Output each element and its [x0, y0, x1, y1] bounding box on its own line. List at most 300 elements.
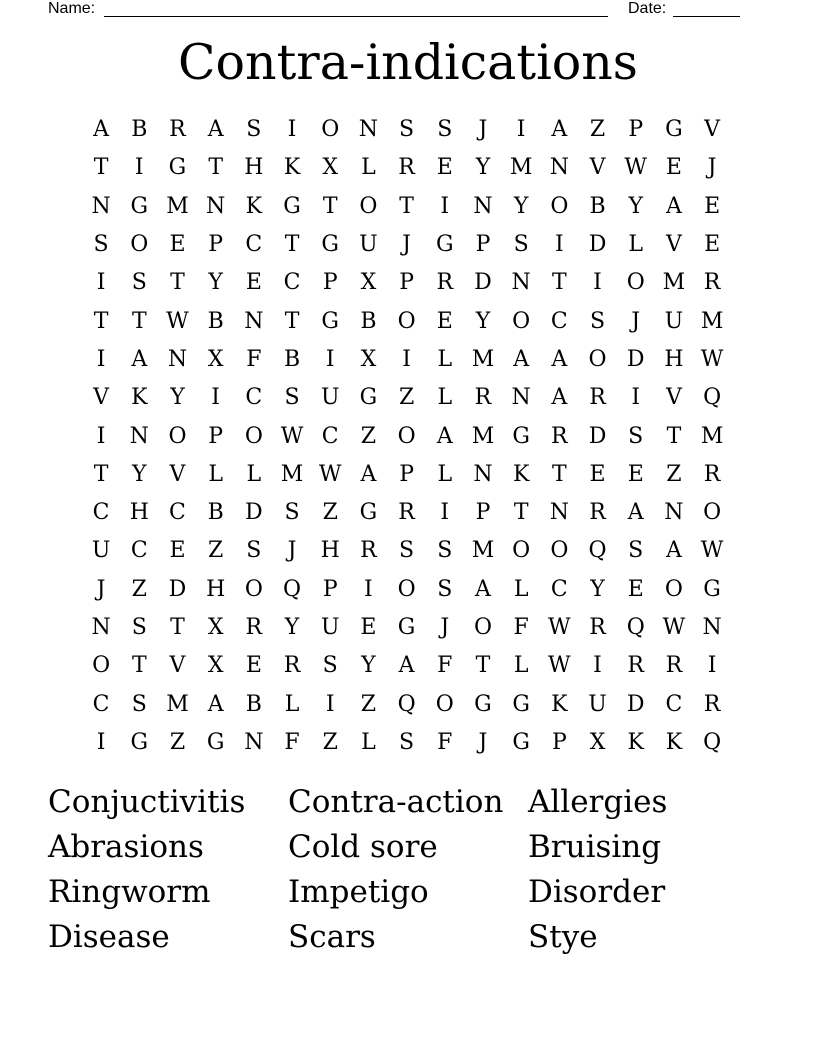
- grid-letter[interactable]: H: [244, 155, 264, 181]
- grid-letter[interactable]: T: [322, 193, 338, 219]
- grid-letter[interactable]: S: [246, 117, 262, 143]
- grid-letter[interactable]: Y: [628, 193, 643, 219]
- grid-letter[interactable]: Z: [169, 729, 186, 755]
- grid-letter[interactable]: N: [358, 117, 379, 143]
- grid-letter[interactable]: R: [474, 385, 492, 411]
- grid-letter[interactable]: Z: [208, 538, 224, 564]
- grid-letter[interactable]: S: [589, 308, 606, 334]
- grid-letter[interactable]: L: [437, 385, 453, 411]
- grid-letter[interactable]: P: [399, 270, 414, 296]
- grid-letter[interactable]: C: [665, 691, 683, 717]
- grid-letter[interactable]: P: [322, 576, 338, 602]
- grid-letter[interactable]: J: [478, 117, 488, 143]
- word-list-item: Cold sore: [288, 829, 438, 865]
- grid-letter[interactable]: M: [166, 691, 189, 717]
- grid-letter[interactable]: S: [399, 538, 415, 564]
- grid-letter[interactable]: A: [513, 346, 530, 372]
- grid-letter[interactable]: R: [627, 653, 644, 679]
- grid-letter[interactable]: S: [246, 538, 262, 564]
- grid-letter[interactable]: J: [402, 232, 411, 258]
- grid-letter[interactable]: K: [131, 385, 148, 411]
- grid-letter[interactable]: U: [664, 308, 684, 334]
- grid-letter[interactable]: G: [665, 117, 683, 143]
- grid-letter[interactable]: A: [360, 461, 377, 487]
- grid-letter[interactable]: I: [593, 270, 602, 296]
- grid-letter[interactable]: G: [359, 385, 378, 411]
- grid-letter[interactable]: L: [513, 653, 529, 679]
- grid-letter[interactable]: E: [704, 232, 721, 258]
- grid-letter[interactable]: A: [551, 117, 568, 143]
- grid-letter[interactable]: K: [283, 155, 301, 181]
- grid-letter[interactable]: X: [207, 653, 224, 679]
- grid-letter[interactable]: Y: [475, 308, 491, 334]
- word-list-item: Ringworm: [48, 874, 211, 910]
- grid-letter[interactable]: L: [513, 576, 529, 602]
- grid-letter[interactable]: O: [473, 615, 492, 640]
- grid-letter[interactable]: C: [92, 500, 110, 526]
- grid-letter[interactable]: Z: [131, 576, 147, 602]
- grid-letter[interactable]: Z: [322, 500, 338, 526]
- grid-letter[interactable]: O: [550, 193, 569, 219]
- grid-letter[interactable]: C: [169, 500, 186, 526]
- grid-letter[interactable]: K: [512, 461, 530, 487]
- grid-letter[interactable]: R: [703, 270, 721, 296]
- grid-letter[interactable]: N: [511, 270, 531, 296]
- grid-letter[interactable]: O: [130, 232, 149, 258]
- letter-grid: [82, 111, 732, 762]
- grid-letter[interactable]: Q: [588, 538, 607, 564]
- grid-letter[interactable]: B: [131, 117, 148, 143]
- grid-letter[interactable]: F: [513, 615, 529, 640]
- grid-letter[interactable]: T: [170, 270, 185, 296]
- grid-letter[interactable]: S: [513, 232, 529, 258]
- grid-letter[interactable]: E: [627, 461, 644, 487]
- grid-letter[interactable]: I: [96, 346, 106, 372]
- grid-letter[interactable]: Z: [322, 729, 338, 755]
- grid-letter[interactable]: P: [475, 500, 491, 526]
- grid-letter[interactable]: C: [245, 232, 263, 258]
- grid-letter[interactable]: O: [359, 193, 378, 219]
- grid-letter[interactable]: U: [91, 538, 111, 564]
- grid-letter[interactable]: G: [397, 615, 416, 640]
- grid-letter[interactable]: I: [516, 117, 526, 143]
- grid-letter[interactable]: O: [550, 538, 569, 564]
- grid-letter[interactable]: Q: [283, 576, 302, 602]
- grid-letter[interactable]: G: [435, 232, 454, 258]
- grid-letter[interactable]: M: [662, 270, 686, 296]
- grid-letter[interactable]: R: [436, 270, 454, 296]
- grid-letter[interactable]: T: [399, 193, 414, 219]
- grid-letter[interactable]: Y: [361, 653, 376, 679]
- grid-letter[interactable]: C: [92, 691, 110, 717]
- grid-letter[interactable]: W: [662, 615, 686, 640]
- grid-letter[interactable]: N: [549, 155, 569, 181]
- grid-letter[interactable]: X: [589, 729, 606, 755]
- grid-letter[interactable]: T: [666, 423, 682, 449]
- grid-letter[interactable]: G: [168, 155, 187, 181]
- grid-letter[interactable]: G: [321, 232, 339, 258]
- grid-letter[interactable]: H: [206, 576, 226, 602]
- grid-letter[interactable]: E: [436, 308, 453, 334]
- word-list-item: Abrasions: [48, 829, 204, 865]
- grid-letter[interactable]: E: [436, 155, 453, 181]
- grid-letter[interactable]: V: [169, 461, 186, 487]
- grid-letter[interactable]: N: [702, 615, 722, 640]
- grid-letter[interactable]: J: [440, 615, 450, 640]
- grid-letter[interactable]: L: [246, 461, 262, 487]
- grid-letter[interactable]: T: [93, 155, 109, 181]
- grid-letter[interactable]: V: [704, 117, 721, 143]
- grid-letter[interactable]: V: [93, 385, 110, 411]
- grid-letter[interactable]: Z: [589, 117, 606, 143]
- grid-letter[interactable]: R: [283, 653, 301, 679]
- grid-letter[interactable]: L: [437, 461, 453, 487]
- grid-letter[interactable]: S: [284, 500, 300, 526]
- grid-letter[interactable]: T: [284, 308, 300, 334]
- grid-letter[interactable]: B: [589, 193, 606, 219]
- grid-letter[interactable]: J: [631, 308, 641, 334]
- grid-letter[interactable]: L: [437, 346, 453, 372]
- grid-letter[interactable]: O: [397, 308, 416, 334]
- word-list-item: Contra-action: [288, 784, 504, 820]
- grid-letter[interactable]: L: [208, 461, 223, 487]
- grid-letter[interactable]: G: [321, 308, 339, 334]
- grid-letter[interactable]: T: [170, 615, 185, 640]
- grid-letter[interactable]: J: [96, 576, 106, 602]
- grid-letter[interactable]: Z: [360, 423, 377, 449]
- grid-letter[interactable]: C: [283, 270, 301, 296]
- word-list-item: Conjuctivitis: [48, 784, 246, 820]
- grid-letter[interactable]: O: [397, 576, 416, 602]
- grid-letter[interactable]: R: [398, 500, 415, 526]
- grid-letter[interactable]: W: [700, 538, 724, 564]
- grid-letter[interactable]: R: [360, 538, 377, 564]
- grid-letter[interactable]: V: [169, 653, 186, 679]
- grid-letter[interactable]: J: [478, 729, 488, 755]
- grid-letter[interactable]: T: [131, 653, 147, 679]
- grid-letter[interactable]: V: [589, 155, 606, 181]
- grid-letter[interactable]: P: [208, 232, 224, 258]
- grid-letter[interactable]: X: [360, 346, 377, 372]
- grid-letter[interactable]: R: [551, 423, 568, 449]
- grid-letter[interactable]: P: [399, 461, 414, 487]
- grid-letter[interactable]: I: [440, 193, 450, 219]
- grid-letter[interactable]: N: [129, 423, 149, 449]
- grid-letter[interactable]: A: [475, 576, 491, 602]
- grid-letter[interactable]: Q: [703, 729, 722, 755]
- grid-letter[interactable]: I: [211, 385, 220, 411]
- grid-letter[interactable]: I: [554, 232, 564, 258]
- grid-letter[interactable]: I: [325, 346, 335, 372]
- grid-letter[interactable]: X: [207, 615, 224, 640]
- grid-letter[interactable]: O: [244, 423, 263, 449]
- grid-letter[interactable]: O: [512, 538, 531, 564]
- grid-letter[interactable]: X: [360, 270, 377, 296]
- grid-letter[interactable]: W: [624, 155, 648, 181]
- grid-letter[interactable]: T: [93, 308, 109, 334]
- grid-letter[interactable]: A: [665, 193, 682, 219]
- grid-letter[interactable]: P: [628, 117, 644, 143]
- grid-letter[interactable]: A: [551, 385, 568, 411]
- grid-letter[interactable]: W: [548, 615, 571, 640]
- grid-letter[interactable]: N: [244, 308, 264, 334]
- grid-letter[interactable]: E: [589, 461, 606, 487]
- grid-letter[interactable]: Q: [626, 615, 645, 640]
- grid-letter[interactable]: J: [707, 155, 717, 181]
- grid-letter[interactable]: L: [361, 729, 376, 755]
- grid-letter[interactable]: K: [551, 691, 568, 717]
- grid-letter[interactable]: B: [283, 346, 301, 372]
- grid-letter[interactable]: D: [588, 232, 607, 258]
- grid-letter[interactable]: F: [437, 729, 453, 755]
- grid-letter[interactable]: N: [244, 729, 264, 755]
- grid-letter[interactable]: A: [131, 346, 148, 372]
- grid-letter[interactable]: K: [245, 193, 263, 219]
- grid-letter[interactable]: Z: [360, 691, 377, 717]
- grid-letter[interactable]: M: [166, 193, 189, 219]
- grid-letter[interactable]: R: [703, 691, 721, 717]
- grid-letter[interactable]: A: [665, 538, 682, 564]
- grid-letter[interactable]: J: [287, 538, 297, 564]
- grid-letter[interactable]: M: [471, 538, 495, 564]
- word-list-item: Stye: [528, 919, 598, 955]
- grid-letter[interactable]: W: [166, 308, 189, 334]
- grid-letter[interactable]: W: [700, 346, 724, 372]
- grid-letter[interactable]: U: [588, 691, 607, 717]
- grid-letter[interactable]: B: [245, 691, 262, 717]
- grid-letter[interactable]: S: [284, 385, 300, 411]
- date-blank-line[interactable]: [673, 16, 740, 17]
- grid-letter[interactable]: A: [551, 346, 568, 372]
- grid-letter[interactable]: T: [513, 500, 529, 526]
- grid-letter[interactable]: H: [664, 346, 684, 372]
- grid-letter[interactable]: G: [512, 423, 530, 449]
- grid-letter[interactable]: R: [665, 653, 683, 679]
- grid-letter[interactable]: T: [475, 653, 491, 679]
- grid-letter[interactable]: N: [91, 193, 111, 219]
- grid-letter[interactable]: U: [359, 232, 378, 258]
- grid-letter[interactable]: E: [704, 193, 721, 219]
- grid-letter[interactable]: G: [703, 576, 721, 602]
- grid-letter[interactable]: G: [474, 691, 492, 717]
- grid-letter[interactable]: A: [436, 423, 453, 449]
- grid-letter[interactable]: C: [245, 385, 263, 411]
- grid-letter[interactable]: M: [700, 308, 724, 334]
- grid-letter[interactable]: E: [169, 232, 186, 258]
- grid-letter[interactable]: N: [91, 615, 111, 640]
- grid-letter[interactable]: T: [131, 308, 147, 334]
- grid-letter[interactable]: I: [707, 653, 717, 679]
- grid-letter[interactable]: D: [168, 576, 187, 602]
- grid-letter[interactable]: R: [589, 385, 606, 411]
- grid-letter[interactable]: T: [284, 232, 300, 258]
- grid-letter[interactable]: I: [134, 155, 144, 181]
- grid-letter[interactable]: Y: [590, 576, 605, 602]
- grid-letter[interactable]: P: [551, 729, 567, 755]
- grid-letter[interactable]: I: [96, 423, 106, 449]
- grid-letter[interactable]: Y: [208, 270, 223, 296]
- grid-letter[interactable]: S: [322, 653, 338, 679]
- grid-letter[interactable]: Y: [132, 461, 147, 487]
- grid-letter[interactable]: M: [471, 346, 495, 372]
- grid-letter[interactable]: O: [626, 270, 645, 296]
- grid-letter[interactable]: N: [511, 385, 531, 411]
- grid-letter[interactable]: K: [665, 729, 683, 755]
- grid-letter[interactable]: I: [96, 729, 106, 755]
- grid-letter[interactable]: K: [627, 729, 644, 755]
- grid-letter[interactable]: N: [473, 193, 493, 219]
- grid-letter[interactable]: S: [131, 270, 147, 296]
- grid-letter[interactable]: O: [664, 576, 683, 602]
- grid-letter[interactable]: T: [552, 270, 567, 296]
- grid-letter[interactable]: I: [287, 117, 297, 143]
- grid-letter[interactable]: P: [475, 232, 491, 258]
- grid-letter[interactable]: R: [169, 117, 186, 143]
- grid-letter[interactable]: A: [207, 691, 224, 717]
- grid-letter[interactable]: X: [207, 346, 224, 372]
- grid-letter[interactable]: C: [550, 308, 568, 334]
- name-label: Name:: [48, 0, 96, 17]
- grid-letter[interactable]: O: [397, 423, 416, 449]
- grid-letter[interactable]: M: [280, 461, 304, 487]
- grid-letter[interactable]: N: [473, 461, 493, 487]
- grid-letter[interactable]: Q: [703, 385, 722, 411]
- grid-letter[interactable]: D: [626, 691, 645, 717]
- grid-letter[interactable]: F: [284, 729, 300, 755]
- grid-letter[interactable]: L: [628, 232, 644, 258]
- grid-letter[interactable]: I: [402, 346, 411, 372]
- name-blank-line[interactable]: [104, 16, 608, 17]
- grid-letter[interactable]: E: [665, 155, 682, 181]
- grid-letter[interactable]: S: [628, 538, 644, 564]
- grid-letter[interactable]: E: [360, 615, 377, 640]
- grid-letter[interactable]: X: [322, 155, 339, 181]
- grid-letter[interactable]: D: [474, 270, 492, 296]
- header-row: [48, 0, 740, 20]
- grid-letter[interactable]: O: [321, 117, 340, 143]
- grid-letter[interactable]: S: [628, 423, 644, 449]
- grid-letter[interactable]: O: [92, 653, 111, 679]
- grid-letter[interactable]: O: [244, 576, 263, 602]
- grid-letter[interactable]: A: [627, 500, 644, 526]
- grid-letter[interactable]: H: [320, 538, 340, 564]
- grid-letter[interactable]: O: [588, 346, 607, 372]
- grid-letter[interactable]: Z: [398, 385, 415, 411]
- grid-letter[interactable]: G: [512, 691, 530, 717]
- grid-letter[interactable]: R: [398, 155, 415, 181]
- grid-letter[interactable]: R: [245, 615, 263, 640]
- grid-letter[interactable]: V: [665, 232, 682, 258]
- grid-letter[interactable]: S: [131, 691, 147, 717]
- grid-letter[interactable]: G: [130, 193, 149, 219]
- grid-letter[interactable]: N: [167, 346, 188, 372]
- grid-letter[interactable]: Y: [475, 155, 491, 181]
- grid-letter[interactable]: Y: [284, 615, 300, 640]
- grid-letter[interactable]: V: [665, 385, 682, 411]
- grid-letter[interactable]: I: [325, 691, 335, 717]
- grid-letter[interactable]: D: [245, 500, 263, 526]
- grid-letter[interactable]: I: [364, 576, 373, 602]
- grid-letter[interactable]: C: [321, 423, 339, 449]
- grid-letter[interactable]: W: [318, 461, 342, 487]
- grid-letter[interactable]: A: [398, 653, 415, 679]
- grid-letter[interactable]: I: [593, 653, 602, 679]
- grid-letter[interactable]: R: [589, 500, 606, 526]
- grid-letter[interactable]: C: [130, 538, 148, 564]
- grid-letter[interactable]: S: [399, 117, 415, 143]
- grid-letter[interactable]: Y: [170, 385, 185, 411]
- grid-letter[interactable]: R: [589, 615, 606, 640]
- grid-letter[interactable]: D: [626, 346, 645, 372]
- grid-letter[interactable]: G: [206, 729, 225, 755]
- grid-letter[interactable]: E: [169, 538, 186, 564]
- grid-letter[interactable]: O: [168, 423, 187, 449]
- grid-letter[interactable]: G: [359, 500, 378, 526]
- grid-letter[interactable]: M: [471, 423, 495, 449]
- grid-letter[interactable]: Q: [397, 691, 416, 717]
- grid-letter[interactable]: G: [512, 729, 530, 755]
- grid-letter[interactable]: O: [435, 691, 454, 717]
- grid-letter[interactable]: D: [588, 423, 607, 449]
- grid-letter[interactable]: T: [93, 461, 109, 487]
- grid-letter[interactable]: G: [283, 193, 301, 219]
- grid-letter[interactable]: F: [437, 653, 453, 679]
- grid-letter[interactable]: H: [129, 500, 149, 526]
- grid-letter[interactable]: T: [552, 461, 567, 487]
- grid-letter[interactable]: P: [322, 270, 338, 296]
- grid-letter[interactable]: C: [550, 576, 568, 602]
- grid-letter[interactable]: W: [548, 653, 571, 679]
- grid-letter[interactable]: B: [207, 500, 224, 526]
- grid-letter[interactable]: O: [512, 308, 531, 334]
- grid-letter[interactable]: S: [437, 538, 453, 564]
- grid-letter[interactable]: L: [284, 691, 300, 717]
- grid-letter[interactable]: S: [399, 729, 415, 755]
- grid-letter[interactable]: M: [700, 423, 724, 449]
- grid-letter[interactable]: G: [130, 729, 149, 755]
- grid-letter[interactable]: I: [96, 270, 106, 296]
- grid-letter[interactable]: I: [631, 385, 641, 411]
- grid-letter[interactable]: N: [664, 500, 684, 526]
- grid-letter[interactable]: T: [208, 155, 223, 181]
- grid-letter[interactable]: O: [703, 500, 722, 526]
- grid-letter[interactable]: S: [437, 117, 453, 143]
- grid-letter[interactable]: E: [627, 576, 644, 602]
- grid-letter[interactable]: B: [360, 308, 377, 334]
- grid-letter[interactable]: S: [437, 576, 453, 602]
- grid-letter[interactable]: U: [320, 615, 340, 640]
- grid-letter[interactable]: U: [320, 385, 340, 411]
- grid-letter[interactable]: M: [509, 155, 533, 181]
- grid-letter[interactable]: Y: [513, 193, 529, 219]
- grid-letter[interactable]: B: [207, 308, 224, 334]
- grid-letter[interactable]: L: [361, 155, 376, 181]
- grid-letter[interactable]: E: [245, 653, 262, 679]
- grid-letter[interactable]: E: [245, 270, 262, 296]
- grid-letter[interactable]: I: [440, 500, 450, 526]
- grid-letter[interactable]: S: [131, 615, 147, 640]
- grid-letter[interactable]: P: [208, 423, 224, 449]
- grid-letter[interactable]: Z: [666, 461, 682, 487]
- grid-letter[interactable]: F: [246, 346, 262, 372]
- grid-letter[interactable]: R: [703, 461, 721, 487]
- grid-letter[interactable]: W: [280, 423, 304, 449]
- grid-letter[interactable]: N: [206, 193, 226, 219]
- grid-letter[interactable]: S: [93, 232, 109, 258]
- grid-letter[interactable]: A: [93, 117, 110, 143]
- grid-letter[interactable]: A: [207, 117, 224, 143]
- grid-letter[interactable]: N: [549, 500, 569, 526]
